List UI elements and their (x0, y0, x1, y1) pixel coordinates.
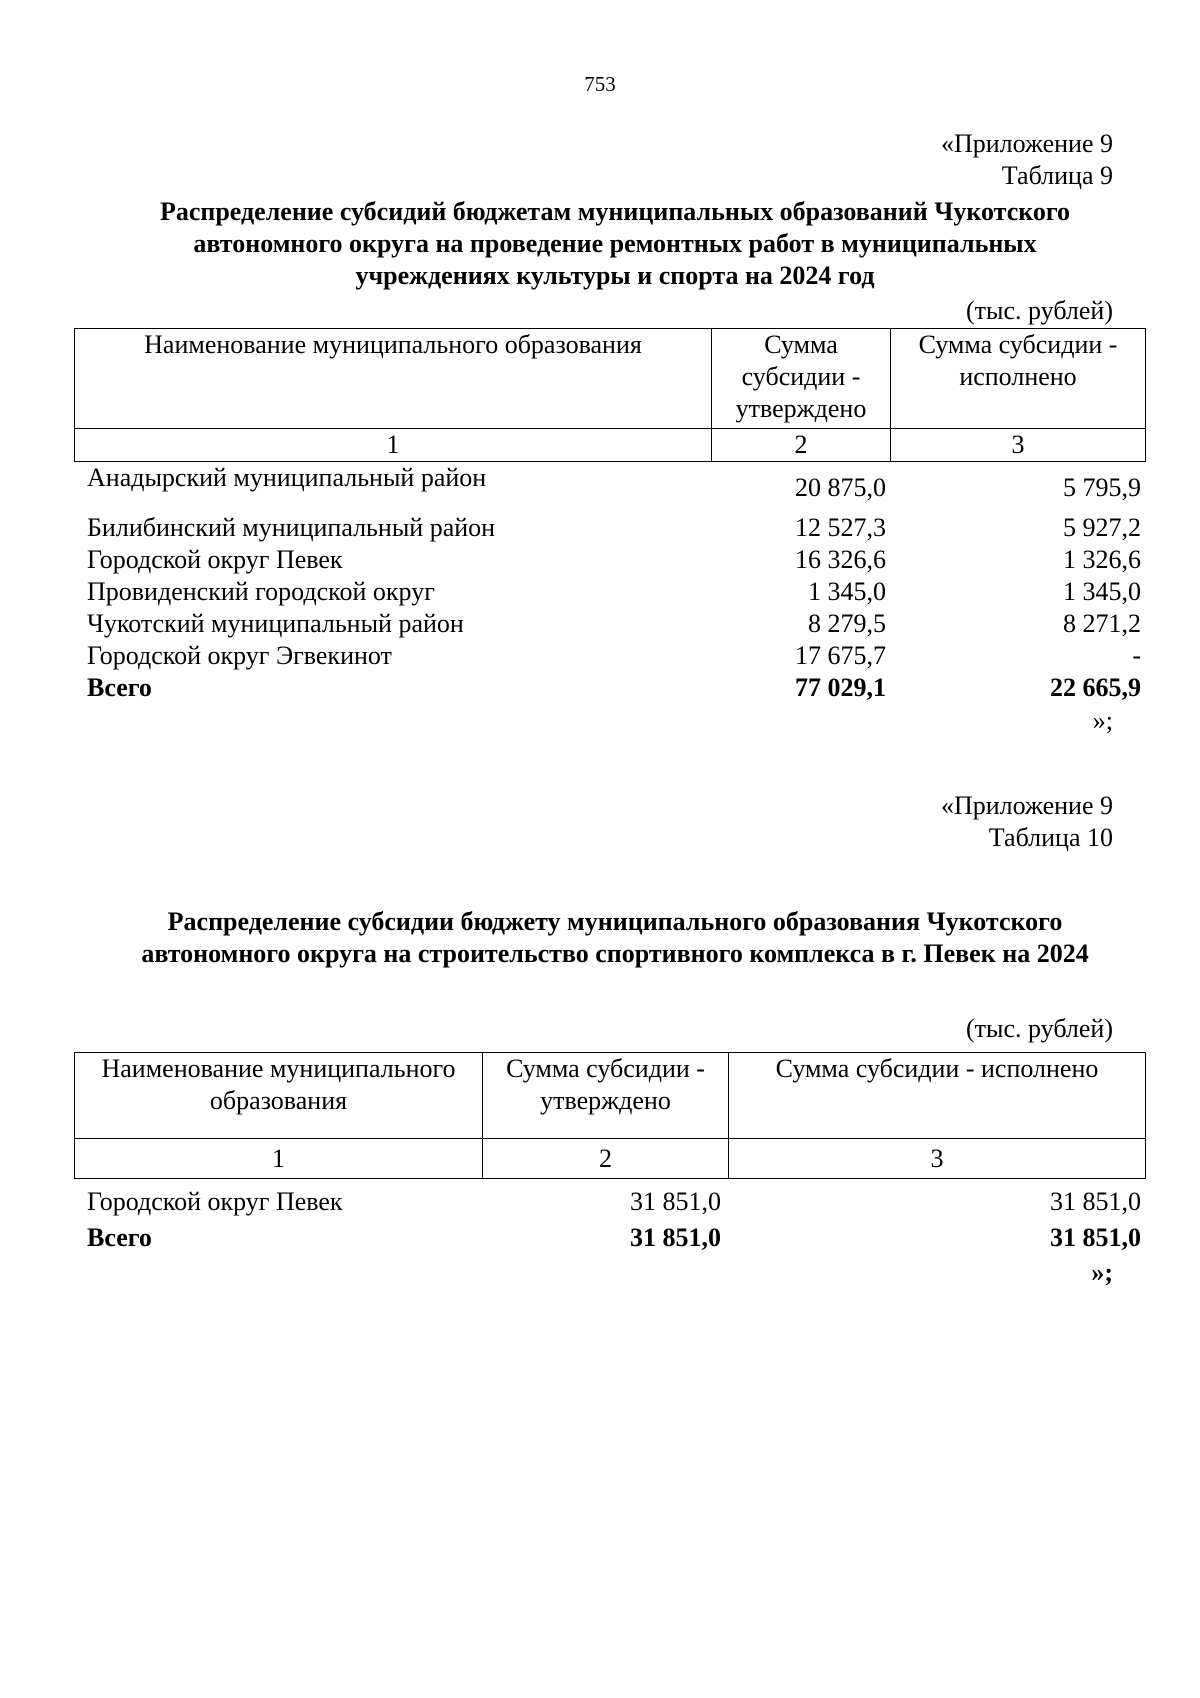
row-approved: 12 527,3 (795, 513, 886, 542)
row-executed: 31 851,0 (1050, 1187, 1141, 1216)
row-executed: - (1132, 641, 1141, 670)
row-executed: 5 927,2 (1063, 513, 1141, 542)
row-name: Городской округ Певек (87, 545, 343, 574)
total-row (87, 672, 1141, 704)
title-line: Распределение субсидий бюджетам муниципальных образований Чукотского (159, 197, 1071, 226)
title-line: Распределение субсидии бюджету муниципального образования Чукотского (167, 907, 1063, 936)
table-row (87, 544, 1141, 576)
row-approved: 31 851,0 (630, 1187, 721, 1216)
total-executed: 22 665,9 (1050, 673, 1141, 702)
table-row (87, 576, 1141, 608)
table-row (87, 462, 1141, 502)
header-col-executed (891, 329, 1146, 429)
table9-title (60, 196, 1170, 292)
table-row (87, 608, 1141, 640)
table-row (87, 640, 1141, 672)
header-line: утверждено (540, 1086, 671, 1115)
annex-label: «Приложение 9 (940, 791, 1113, 820)
header-line: образования (209, 1086, 348, 1115)
table9-unit: (тыс. рублей) (965, 296, 1113, 325)
header-col-name: Наименование муниципального образования (75, 329, 712, 429)
row-executed: 8 271,2 (1063, 609, 1141, 638)
column-number: 3 (891, 429, 1146, 462)
header-line: утверждено (735, 394, 867, 423)
row-executed: 1 326,6 (1063, 545, 1141, 574)
table-row (87, 512, 1141, 544)
row-name: Городской округ Эгвекинот (87, 641, 392, 670)
header-col-approved (712, 329, 891, 429)
annex-label-table10 (941, 790, 1113, 854)
table10-header (74, 1052, 1146, 1179)
row-executed: 1 345,0 (1063, 577, 1141, 606)
table-label: Таблица 10 (988, 823, 1113, 852)
column-number: 2 (712, 429, 891, 462)
total-row (87, 1222, 1141, 1254)
annex-label-table9 (941, 128, 1113, 192)
column-number: 1 (75, 1139, 483, 1179)
total-executed: 31 851,0 (1050, 1223, 1141, 1252)
title-line: автономного округа на строительство спортивного комплекса в г. Певек на 2024 (141, 939, 1089, 968)
row-approved: 16 326,6 (795, 545, 886, 574)
row-name: Городской округ Певек (87, 1187, 343, 1216)
row-approved: 17 675,7 (795, 641, 886, 670)
closing-quote: »; (1091, 1258, 1113, 1287)
title-line: учреждениях культуры и спорта на 2024 год (355, 261, 875, 290)
title-line: автономного округа на проведение ремонтных работ в муниципальных (193, 229, 1037, 258)
table9-header (74, 328, 1146, 462)
total-approved: 77 029,1 (795, 673, 886, 702)
page-number: 753 (584, 72, 616, 96)
row-approved: 8 279,5 (808, 609, 886, 638)
table-label: Таблица 9 (1001, 161, 1113, 190)
header-line: Сумма субсидии - (506, 1054, 705, 1083)
header-col-approved (483, 1053, 729, 1139)
table10-unit: (тыс. рублей) (965, 1014, 1113, 1043)
row-name: Провиденский городской округ (87, 577, 435, 606)
header-col-name (75, 1053, 483, 1139)
row-name: Анадырский муниципальный район (87, 463, 487, 492)
header-line: исполнено (959, 362, 1077, 391)
column-number: 3 (729, 1139, 1146, 1179)
row-approved: 20 875,0 (795, 473, 886, 502)
header-line: Сумма субсидии - (918, 330, 1118, 359)
column-number: 1 (75, 429, 712, 462)
table10-title (60, 906, 1170, 970)
header-line: Наименование муниципального (101, 1054, 456, 1083)
header-col-executed: Сумма субсидии - исполнено (729, 1053, 1146, 1139)
column-number: 2 (483, 1139, 729, 1179)
row-name: Чукотский муниципальный район (87, 609, 464, 638)
closing-quote: »; (1092, 706, 1113, 735)
total-label: Всего (87, 673, 152, 702)
total-label: Всего (87, 1223, 152, 1252)
row-approved: 1 345,0 (808, 577, 886, 606)
row-name: Билибинский муниципальный район (87, 513, 496, 542)
table-row (87, 1186, 1141, 1218)
annex-label: «Приложение 9 (940, 129, 1113, 158)
row-executed: 5 795,9 (1063, 473, 1141, 502)
header-line: Сумма (764, 330, 838, 359)
total-approved: 31 851,0 (630, 1223, 721, 1252)
header-line: субсидии - (741, 362, 861, 391)
